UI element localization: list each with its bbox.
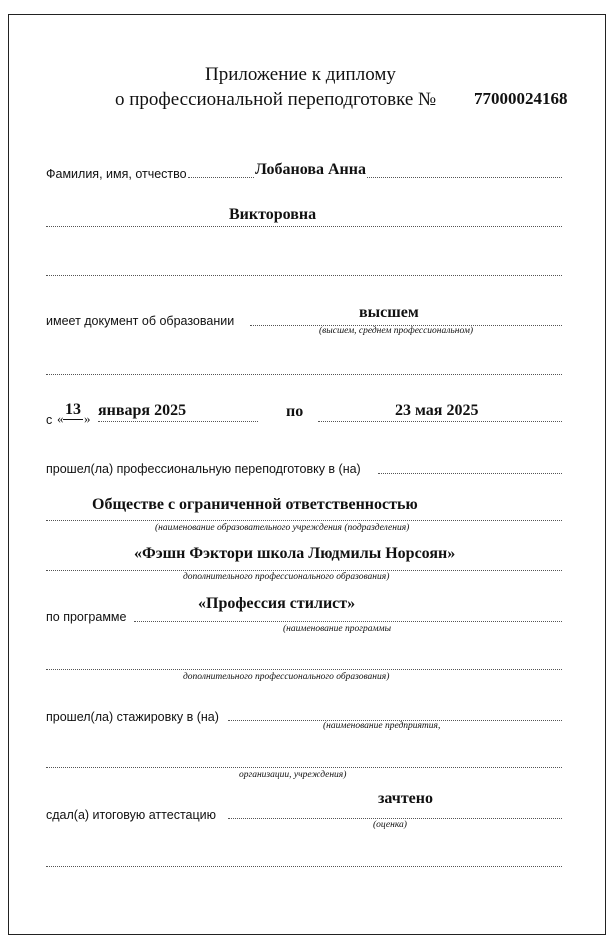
training-org-line2: «Фэшн Фэктори школа Людмилы Норсоян» bbox=[134, 545, 456, 562]
attestation-value: зачтено bbox=[378, 790, 433, 807]
education-hint: (высшем, среднем профессиональном) bbox=[319, 326, 474, 336]
program-value: «Профессия стилист» bbox=[198, 595, 356, 612]
program-hint1: (наименование программы bbox=[283, 624, 391, 634]
date-from-value: января 2025 bbox=[98, 402, 187, 419]
date-from-prefix: с bbox=[46, 413, 53, 427]
internship-hint1: (наименование предприятия, bbox=[323, 721, 441, 731]
training-org-hint2: дополнительного профессионального образования) bbox=[183, 572, 390, 582]
training-org-hint1: (наименование образовательного учреждения (подразделения) bbox=[155, 523, 410, 533]
date-to-line bbox=[318, 421, 562, 422]
program-line bbox=[134, 621, 562, 622]
attestation-label: сдал(а) итоговую аттестацию bbox=[46, 808, 217, 822]
date-to-word: по bbox=[286, 403, 304, 420]
internship-label: прошел(ла) стажировку в (на) bbox=[46, 710, 219, 724]
diploma-number: 77000024168 bbox=[474, 89, 568, 108]
program-label: по программе bbox=[46, 610, 127, 624]
fio-label: Фамилия, имя, отчество bbox=[46, 167, 187, 181]
date-close-quote: » bbox=[84, 411, 91, 426]
date-from-day: 13 bbox=[65, 401, 81, 418]
internship-hint2: организации, учреждения) bbox=[239, 770, 347, 780]
training-org-line1: Обществе с ограниченной ответственностью bbox=[92, 496, 418, 513]
date-from-line bbox=[98, 421, 258, 422]
fio-value-line1: Лобанова Анна bbox=[255, 161, 366, 178]
date-open-quote: « bbox=[57, 411, 64, 426]
attestation-line-2 bbox=[46, 866, 562, 867]
attestation-hint: (оценка) bbox=[373, 820, 407, 830]
education-line-2 bbox=[46, 374, 562, 375]
fio-line-2 bbox=[46, 226, 562, 227]
program-hint2: дополнительного профессионального образования) bbox=[183, 672, 390, 682]
training-label: прошел(ла) профессиональную переподготовку в (на) bbox=[46, 462, 361, 476]
fio-value-line2: Викторовна bbox=[229, 206, 317, 223]
program-line-2 bbox=[46, 669, 562, 670]
training-line bbox=[378, 473, 562, 474]
fio-line-3 bbox=[46, 275, 562, 276]
education-label: имеет документ об образовании bbox=[46, 314, 235, 328]
header-title-line1: Приложение к диплому bbox=[205, 64, 396, 85]
training-org-line2-rule bbox=[46, 570, 562, 571]
attestation-line bbox=[228, 818, 562, 819]
header-title-line2: о профессиональной переподготовке № bbox=[115, 89, 437, 110]
education-value: высшем bbox=[359, 304, 419, 321]
training-org-line1-rule bbox=[46, 520, 562, 521]
fio-line-1 bbox=[188, 177, 562, 178]
internship-line-2 bbox=[46, 767, 562, 768]
date-to-value: 23 мая 2025 bbox=[395, 402, 479, 419]
